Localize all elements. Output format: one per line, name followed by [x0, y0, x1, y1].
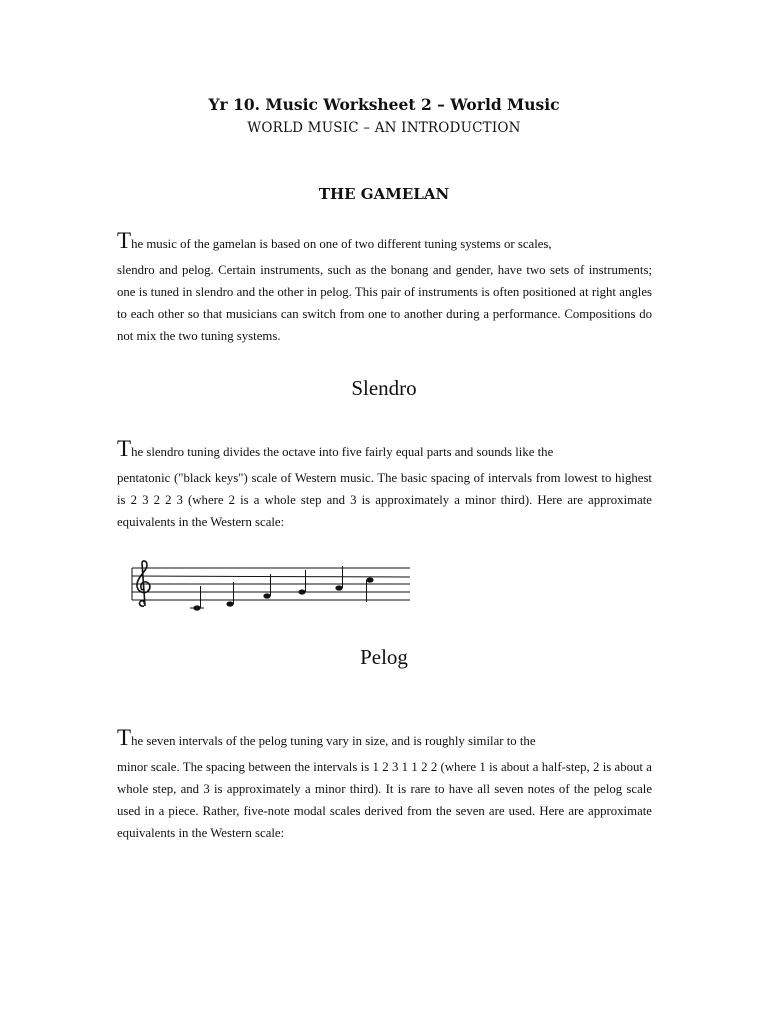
note-g [298, 570, 305, 595]
pelog-body-text: minor scale. The spacing between the intervals is 1 2 3 1 1 2 2 (where 1 is about a half-step, 2 is about a whole step, and 3 is approximately a minor third). It is rare to have all seven notes of the pelog scale used in a piece. Rather, five-note modal scales derived from the seven are used. Here are approximate equivalents in the Western scale: [117, 760, 652, 840]
note-a [335, 566, 342, 591]
gamelan-first-line-text: he music of the gamelan is based on one of two different tuning systems or scales, [131, 237, 552, 251]
slendro-staff-notation [130, 560, 412, 612]
gamelan-first-line [117, 229, 652, 259]
slendro-body-text: pentatonic ("black keys") scale of Western music. The basic spacing of intervals from lowest to highest is 2 3 2 2 3 (where 2 is a whole step and 3 is approximately a minor third). Here are approximate equivalents in the Western scale: [117, 471, 652, 529]
pelog-first-line-text: he seven intervals of the pelog tuning vary in size, and is roughly similar to the [131, 734, 536, 748]
note-f [263, 574, 270, 599]
worksheet-title: Yr 10. Music Worksheet 2 – World Music [208, 95, 560, 114]
pelog-paragraph [117, 726, 652, 844]
section-heading-gamelan: THE GAMELAN [318, 185, 450, 203]
note-d [226, 582, 233, 607]
heading-pelog: Pelog [360, 645, 408, 669]
slendro-first-line-text: he slendro tuning divides the octave into five fairly equal parts and sounds like the [131, 445, 554, 459]
drop-cap: T [117, 725, 132, 750]
gamelan-body-text: slendro and pelog. Certain instruments, such as the bonang and gender, have two sets of instruments; one is tuned in slendro and the other in pelog. This pair of instruments is often positioned at right angles to each other so that musicians can switch from one to another during a performance. Compositions do not mix the two tuning systems. [117, 263, 652, 343]
slendro-first-line [117, 437, 652, 467]
note-c-high [366, 577, 373, 602]
slendro-paragraph [117, 437, 652, 533]
note-c [190, 586, 204, 611]
drop-cap: T [117, 228, 132, 253]
pelog-first-line [117, 726, 652, 756]
gamelan-paragraph [117, 229, 652, 347]
worksheet-subtitle: WORLD MUSIC – AN INTRODUCTION [247, 120, 521, 136]
drop-cap: T [117, 436, 132, 461]
heading-slendro: Slendro [351, 376, 417, 400]
